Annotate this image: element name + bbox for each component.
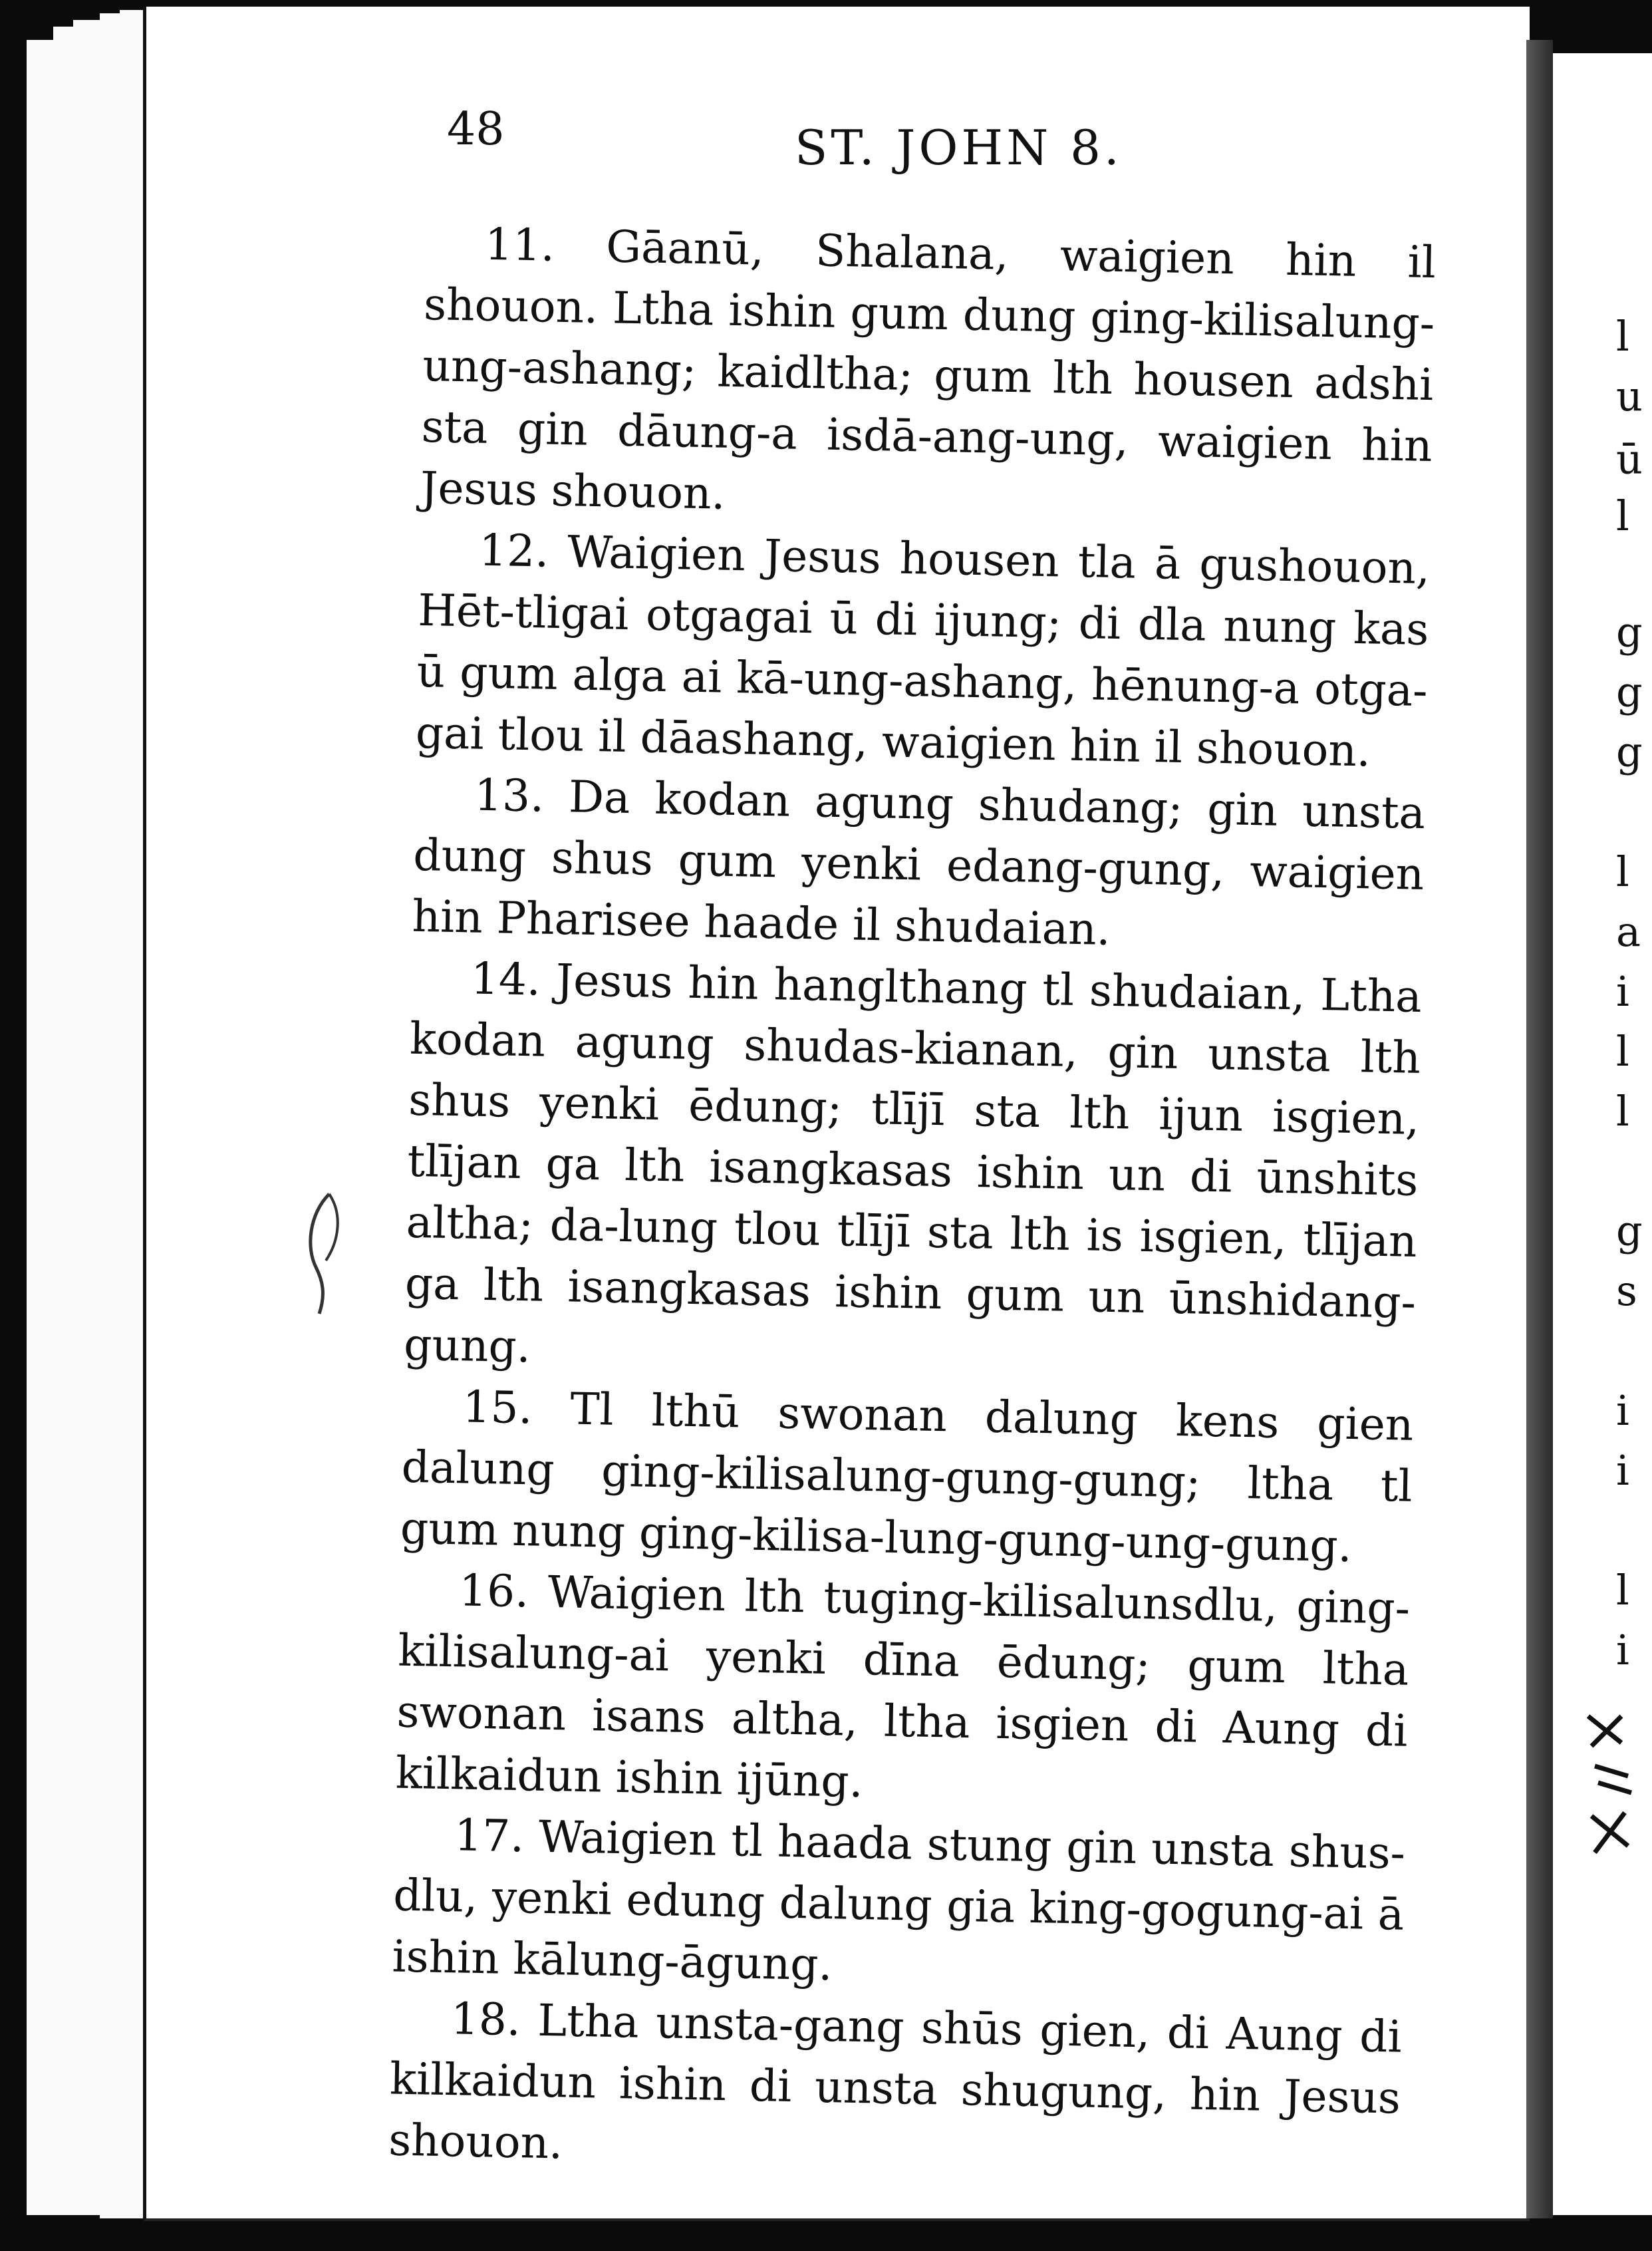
facing-page-fragment: g (1616, 1207, 1643, 1255)
verse-number: 15. (462, 1381, 533, 1434)
verse-13 (412, 764, 1426, 967)
pencil-mark-icon (303, 1187, 349, 1320)
facing-page-fragment: i (1616, 1626, 1629, 1674)
facing-page-fragment: i (1616, 1446, 1629, 1495)
facing-page-fragment: u (1616, 372, 1643, 420)
facing-page-fragment: g (1616, 668, 1643, 716)
verse-number: 18. (450, 1993, 521, 2046)
verse-number: 13. (474, 769, 545, 822)
verse-number: 11. (484, 218, 555, 271)
facing-page-fragment: a (1616, 907, 1641, 956)
verse-text: Tl lthū swonan dalung kens gien dalung ging-kilisalung-gung-gung; ltha tl gum nung ging-kilisa-lung-gung-ung-gung. (400, 1383, 1415, 1573)
facing-page-fragment: l (1616, 492, 1629, 540)
book-gutter (1526, 40, 1553, 2218)
page-number: 48 (447, 103, 505, 156)
verse-11 (420, 213, 1437, 538)
scripture-text (388, 213, 1436, 2190)
facing-page-fragment: g (1616, 608, 1643, 657)
facing-page-fragment: g (1616, 728, 1643, 776)
verse-18 (388, 1988, 1402, 2190)
verse-text: Waigien tl haada stung gin unsta shus-dlu, yenki edung dalung gia king-gogung-ai ā ishin kālung-āgung. (391, 1811, 1406, 1991)
facing-page-fragment: l (1616, 847, 1629, 896)
verse-number: 17. (454, 1809, 525, 1863)
verse-17 (392, 1804, 1406, 2007)
facing-page-fragment: l (1616, 1027, 1629, 1076)
facing-page-fragment: i (1616, 1386, 1629, 1435)
verse-number: 12. (478, 524, 549, 577)
verse-text: Da kodan agung shudang; gin unsta dung shus gum yenki edang-gung, waigien hin Pharisee haade il shudaian. (411, 771, 1426, 955)
verse-number: 16. (458, 1565, 529, 1618)
facing-page-fragment: ū (1616, 435, 1643, 484)
facing-page-fragment: l (1616, 1566, 1629, 1614)
facing-page-fragment: i (1616, 967, 1629, 1016)
verse-text: Ltha unsta-gang shūs gien, di Aung di kilkaidun ishin di unsta shugung, hin Jesus shouon. (388, 1994, 1403, 2169)
facing-page (1553, 53, 1652, 2215)
verse-16 (395, 1559, 1411, 1823)
handwritten-margin-note-icon (1582, 1703, 1641, 1863)
verse-text: Waigien lth tuging-kilisalunsdlu, ging-kilisalung-ai yenki dīna ēdung; gum ltha swonan isans altha, ltha isgien di Aung di kilkaidun ishin ijūng. (395, 1566, 1411, 1808)
verse-text: Gāanū, Shalana, waigien hin il shouon. Ltha ishin gum dung ging-kilisalung-ung-ashang; kaidltha; gum lth housen adshi sta gin dāung-a isdā-ang-ung, waigien hin Jesus shouon. (420, 221, 1437, 520)
verse-15 (400, 1376, 1414, 1578)
verse-text: Jesus hin hanglthang tl shudaian, Ltha kodan agung shudas-kianan, gin unsta lth shus yenki ēdung; tlījī sta lth ijun isgien, tlījan ga lth isangkasas ishin un di ūnshits altha; da-lung tlou tlījī sta lth is isgien, tlījan ga lth isangkasas ishin gum un ūnshidang-gung. (403, 954, 1423, 1373)
facing-page-fragment: l (1616, 1087, 1629, 1135)
verse-14 (403, 947, 1422, 1395)
verse-number: 14. (470, 953, 541, 1006)
verse-text: Waigien Jesus housen tla ā gushouon, Hēt-tligai otgagai ū di ijung; di dla nung kas ū gum alga ai kā-ung-ashang, hēnung-a otga-gai tlou il dāashang, waigien hin il shouon. (415, 526, 1431, 777)
running-head: ST. JOHN 8. (795, 120, 1123, 176)
facing-page-fragment: l (1616, 312, 1629, 361)
verse-12 (415, 519, 1431, 783)
facing-page-fragment: s (1616, 1267, 1637, 1315)
